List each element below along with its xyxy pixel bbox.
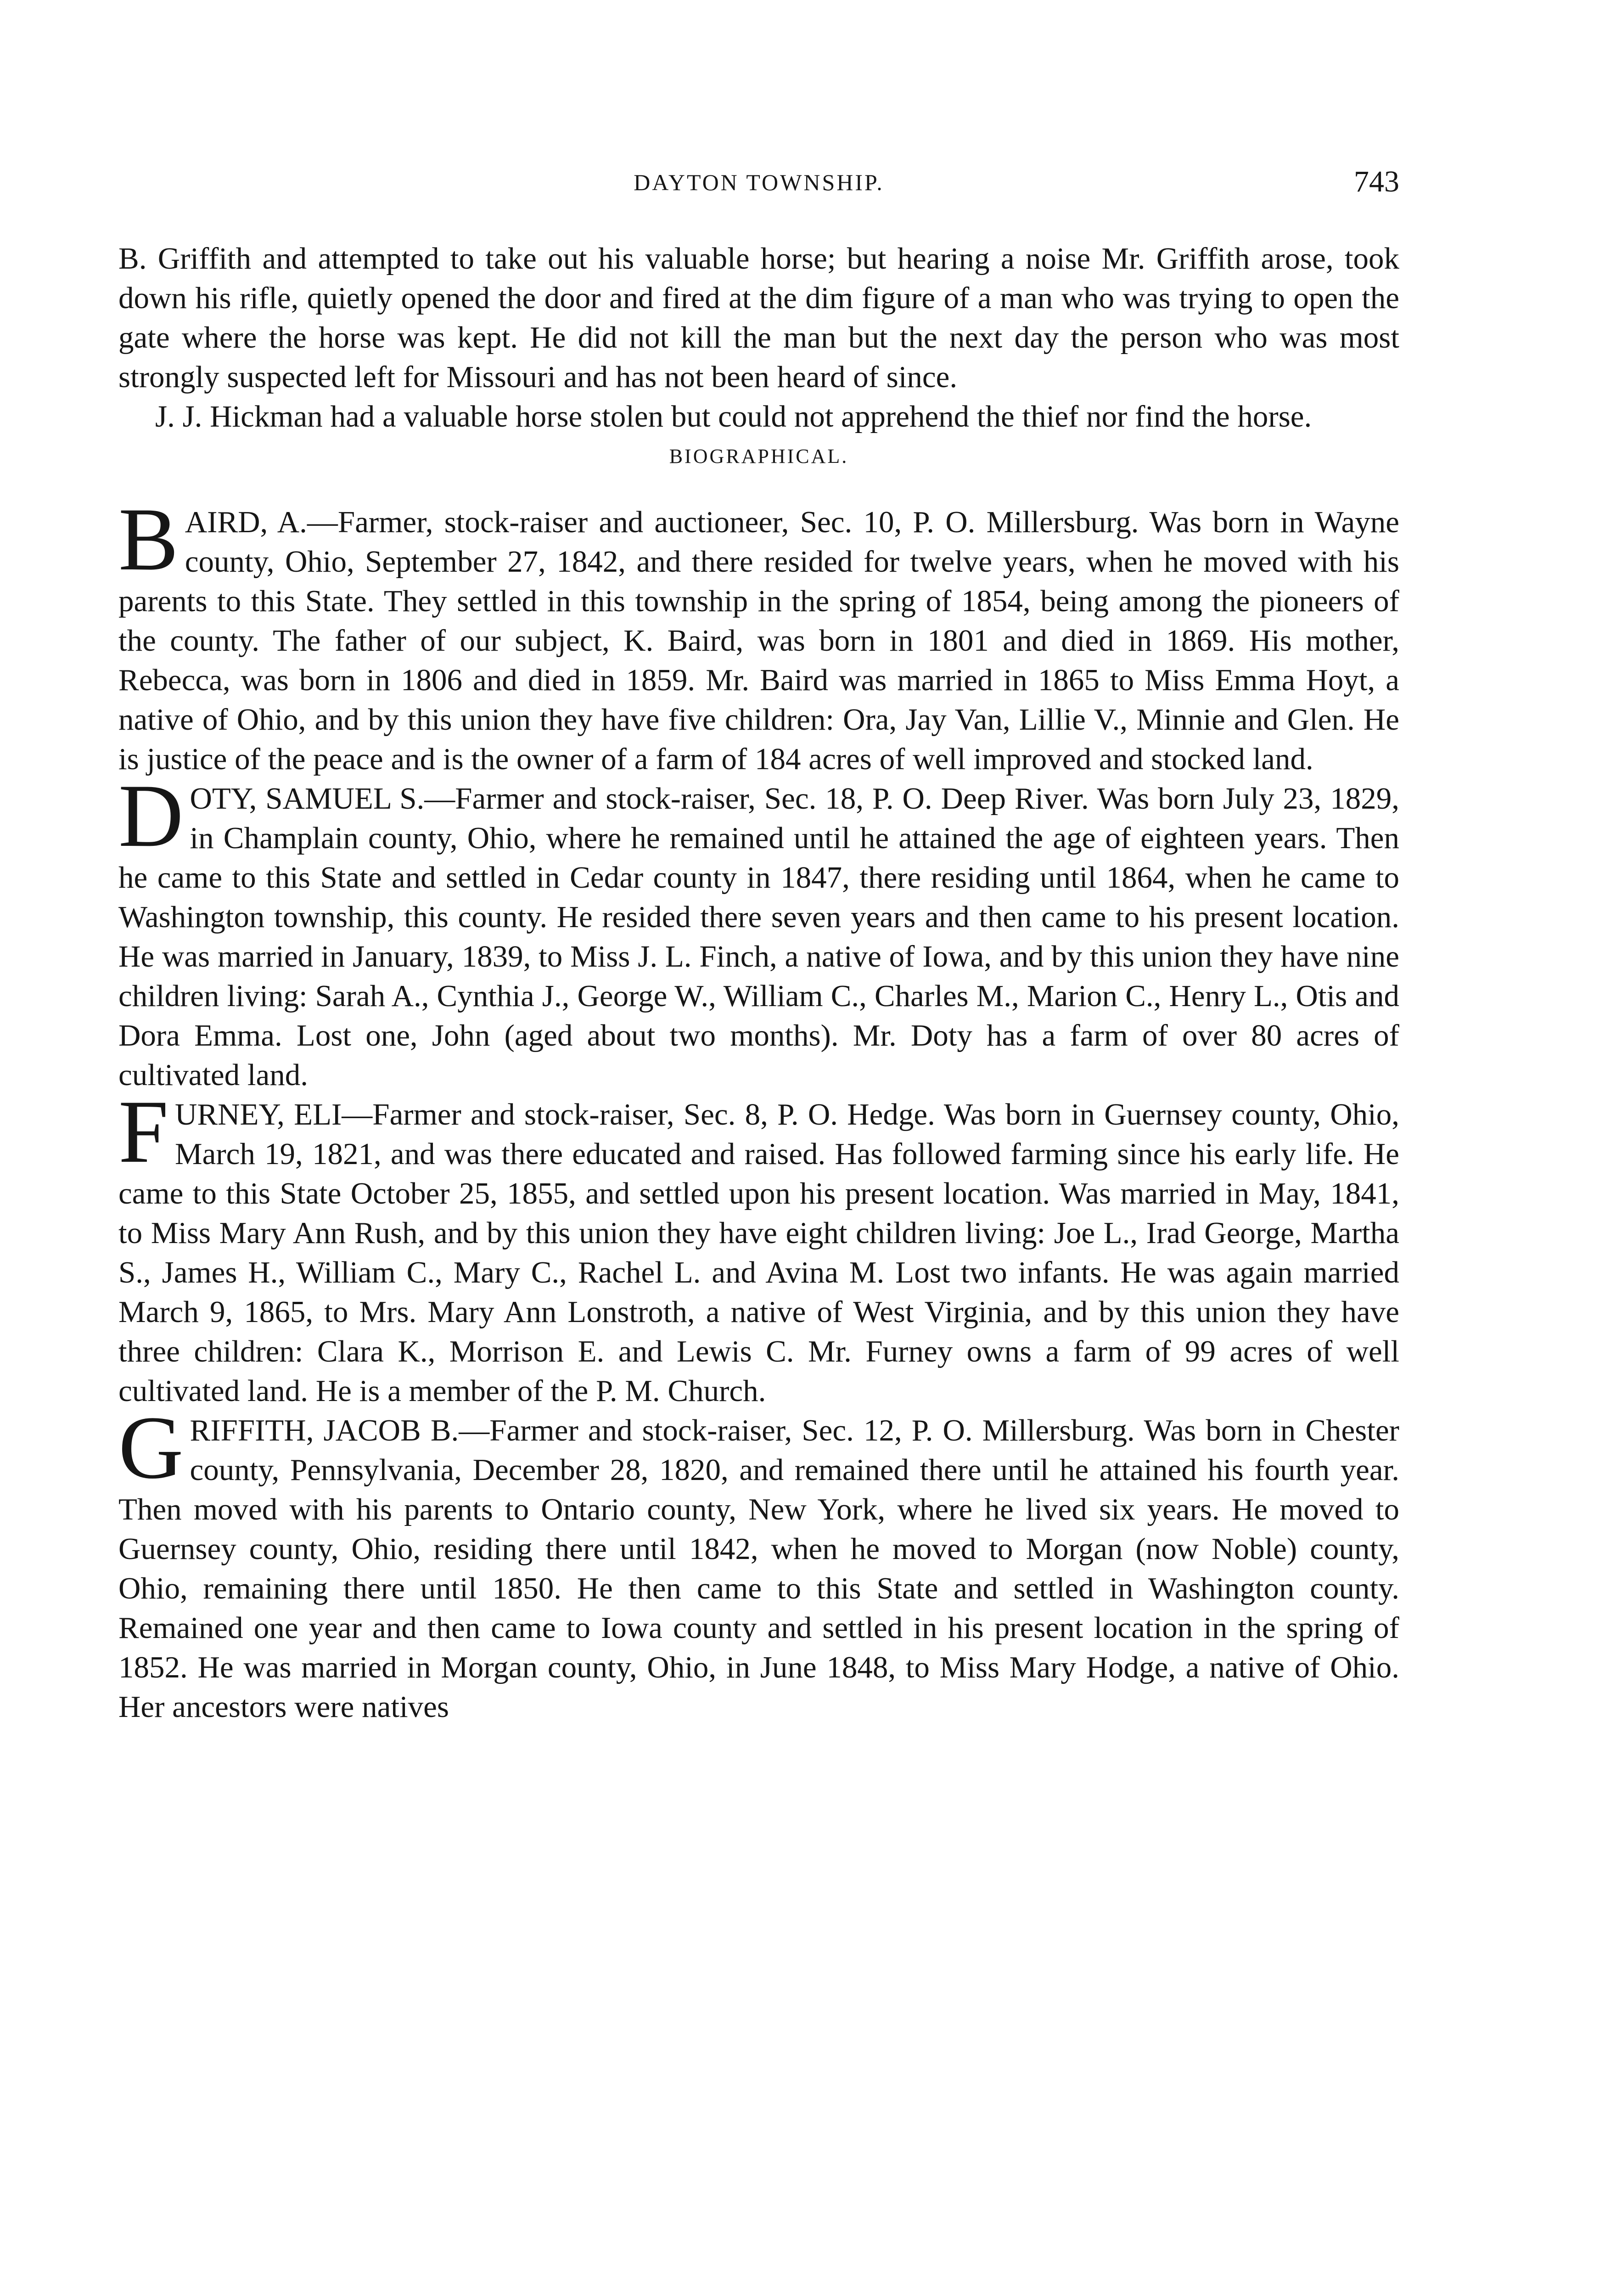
- drop-cap-initial: D: [118, 766, 184, 866]
- page-body: [118, 239, 1399, 1727]
- biography-text: URNEY, ELI—Farmer and stock-raiser, Sec. 8, P. O. Hedge. Was born in Guernsey county, Ohio, March 19, 1821, and was there educated and raised. Has followed farming since his early life. He came to this State October 25, 1855, and settled upon his present location. Was married in May, 1841, to Miss Mary Ann Rush, and by this union they have eight children living: Joe L., Irad George, Martha S., James H., William C., Mary C., Rachel L. and Avina M. Lost two infants. He was again married March 9, 1865, to Mrs. Mary Ann Lonstroth, a native of West Virginia, and by this union they have three children: Clara K., Morrison E. and Lewis C. Mr. Furney owns a farm of 99 acres of well cultivated land. He is a member of the P. M. Church.: [118, 1097, 1399, 1408]
- biography-text: RIFFITH, JACOB B.—Farmer and stock-raiser, Sec. 12, P. O. Millersburg. Was born in Chester county, Pennsylvania, December 28, 1820, and remained there until he attained his fourth year. Then moved with his parents to Ontario county, New York, where he lived six years. He moved to Guernsey county, Ohio, residing there until 1842, when he moved to Morgan (now Noble) county, Ohio, remaining there until 1850. He then came to this State and settled in Washington county. Remained one year and then came to Iowa county and settled in his present location in the spring of 1852. He was married in Morgan county, Ohio, in June 1848, to Miss Mary Hodge, a native of Ohio. Her ancestors were natives: [118, 1413, 1399, 1724]
- drop-cap-initial: G: [118, 1398, 184, 1497]
- hickman-paragraph: J. J. Hickman had a valuable horse stolen but could not apprehend the thief nor find the horse.: [155, 400, 1312, 433]
- biography-entry-griffith: [118, 1398, 1399, 1727]
- section-heading: BIOGRAPHICAL.: [669, 445, 849, 467]
- drop-cap-initial: B: [118, 490, 179, 589]
- drop-cap-initial: F: [118, 1082, 169, 1182]
- biography-entry-doty: [118, 766, 1399, 1095]
- page-number: 743: [1354, 165, 1399, 198]
- page-header: [118, 165, 1399, 206]
- biography-entry-baird: [118, 490, 1399, 779]
- biography-entry-furney: [118, 1082, 1399, 1411]
- biography-text: OTY, SAMUEL S.—Farmer and stock-raiser, Sec. 18, P. O. Deep River. Was born July 23, 1829, in Champlain county, Ohio, where he remained until he attained the age of eighteen years. Then he came to this State and settled in Cedar county in 1847, there residing until 1864, when he came to Washington township, this county. He resided there seven years and then came to his present location. He was married in January, 1839, to Miss J. L. Finch, a native of Iowa, and by this union they have nine children living: Sarah A., Cynthia J., George W., William C., Charles M., Marion C., Henry L., Otis and Dora Emma. Lost one, John (aged about two months). Mr. Doty has a farm of over 80 acres of cultivated land.: [118, 782, 1399, 1092]
- biography-text: AIRD, A.—Farmer, stock-raiser and auctioneer, Sec. 10, P. O. Millersburg. Was born in Wayne county, Ohio, September 27, 1842, and there resided for twelve years, when he moved with his parents to this State. They settled in this township in the spring of 1854, being among the pioneers of the county. The father of our subject, K. Baird, was born in 1801 and died in 1869. His mother, Rebecca, was born in 1806 and died in 1859. Mr. Baird was married in 1865 to Miss Emma Hoyt, a native of Ohio, and by this union they have five children: Ora, Jay Van, Lillie V., Minnie and Glen. He is justice of the peace and is the owner of a farm of 184 acres of well improved and stocked land.: [118, 505, 1399, 776]
- running-head: DAYTON TOWNSHIP.: [634, 169, 884, 195]
- opening-paragraph: B. Griffith and attempted to take out his valuable horse; but hearing a noise Mr. Griffith arose, took down his rifle, quietly opened the door and fired at the dim figure of a man who was trying to open the gate where the horse was kept. He did not kill the man but the next day the person who was most strongly suspected left for Missouri and has not been heard of since.: [118, 242, 1399, 394]
